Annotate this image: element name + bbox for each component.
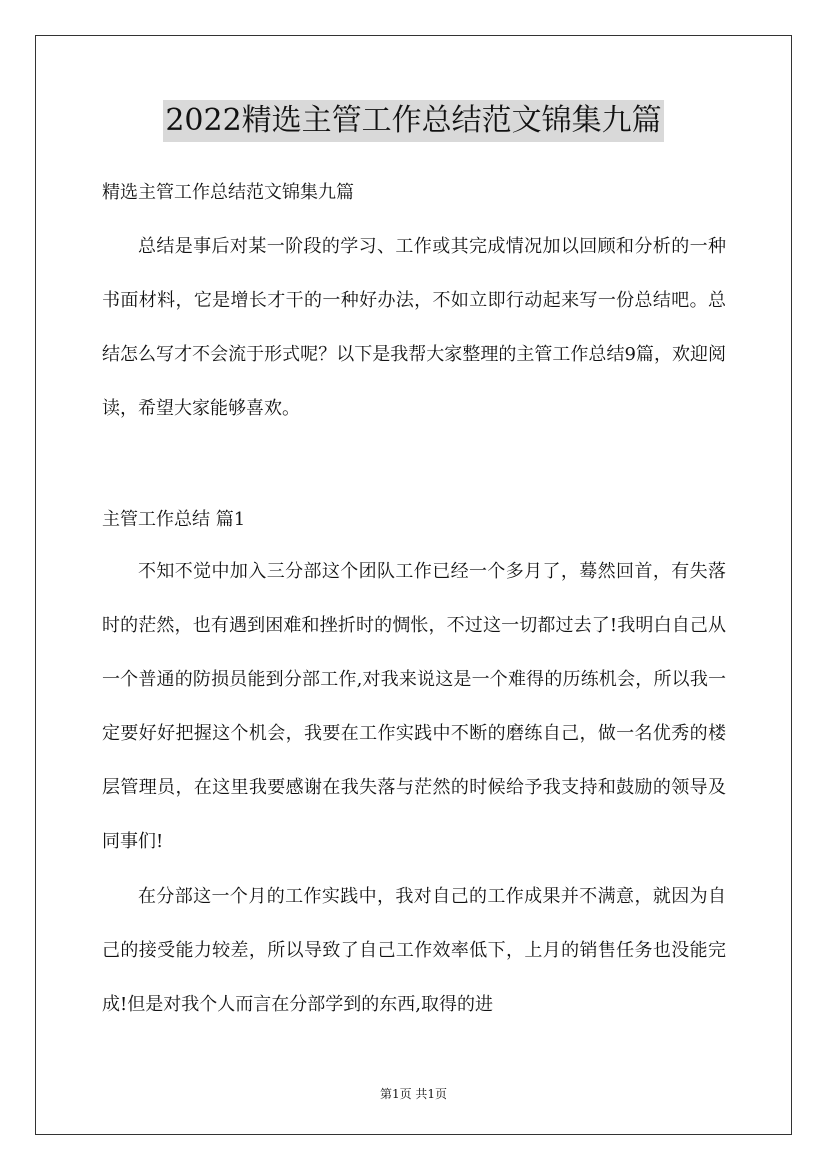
body-paragraph: 不知不觉中加入三分部这个团队工作已经一个多月了，蓦然回首，有失落时的茫然，也有遇到困难和挫折时的惆怅，不过这一切都过去了!我明白自己从一个普通的防损员能到分部工作,对我来说这是一个难得的历练机会，所以我一定要好好把握这个机会，我要在工作实践中不断的磨练自己，做一名优秀的楼层管理员，在这里我要感谢在我失落与茫然的时候给予我支持和鼓励的领导及同事们! (102, 561, 726, 852)
document-subtitle: 精选主管工作总结范文锦集九篇 (102, 182, 354, 203)
page-footer: 第1页 共1页 (379, 1087, 448, 1101)
body-paragraph: 在分部这一个月的工作实践中，我对自己的工作成果并不满意，就因为自己的接受能力较差，所以导致了自己工作效率低下，上月的销售任务也没能完成!但是对我个人而言在分部学到的东西,取得的进 (102, 886, 726, 1015)
title-container (0, 100, 827, 142)
document-title: 2022精选主管工作总结范文锦集九篇 (163, 100, 663, 142)
intro-paragraph: 总结是事后对某一阶段的学习、工作或其完成情况加以回顾和分析的一种书面材料，它是增长才干的一种好办法，不如立即行动起来写一份总结吧。总结怎么写才不会流于形式呢？以下是我帮大家整理的主管工作总结9篇，欢迎阅读，希望大家能够喜欢。 (102, 236, 726, 419)
section-heading: 主管工作总结 篇1 (102, 509, 246, 530)
